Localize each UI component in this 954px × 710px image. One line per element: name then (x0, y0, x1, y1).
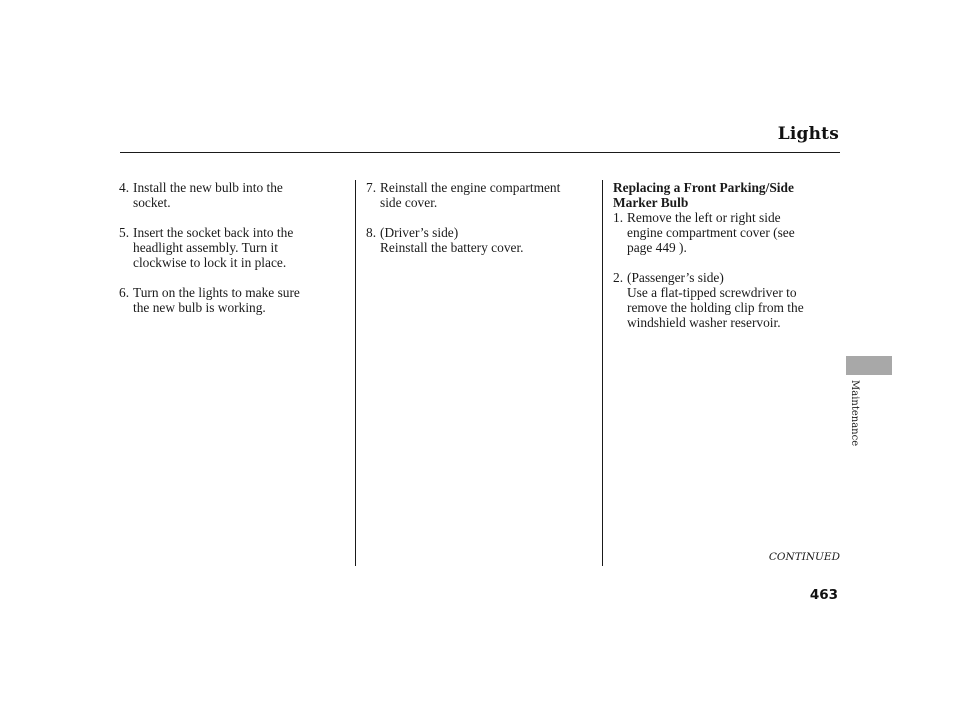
step-text: Insert the socket back into the headlight assembly. Turn it clockwise to lock it in place. (133, 225, 294, 270)
step-number: 2. (613, 270, 624, 285)
step-number: 6. (119, 285, 130, 300)
step-6 (119, 285, 344, 315)
step-8 (366, 225, 594, 255)
middle-column (366, 180, 594, 270)
step-number: 1. (613, 210, 624, 225)
step-number: 5. (119, 225, 130, 240)
section-subheading: Replacing a Front Parking/Side Marker Bulb (613, 180, 794, 210)
page-number: 463 (809, 587, 838, 603)
continued-label: CONTINUED (768, 551, 840, 563)
step-4 (119, 180, 344, 210)
step-number: 4. (119, 180, 130, 195)
step-text: (Driver’s side) Reinstall the battery cover. (380, 225, 524, 255)
right-column (613, 180, 835, 345)
page-title: Lights (777, 124, 839, 144)
step-1 (613, 210, 835, 255)
step-text: Remove the left or right side engine compartment cover (see page 449 ). (627, 210, 795, 255)
step-5 (119, 225, 344, 270)
header-rule (120, 152, 840, 153)
step-text: (Passenger’s side) Use a flat-tipped screwdriver to remove the holding clip from the windshield washer reservoir. (627, 270, 804, 330)
section-label: Maintenance (849, 380, 860, 447)
column-divider (602, 180, 603, 566)
left-column (119, 180, 344, 330)
column-divider (355, 180, 356, 566)
step-number: 7. (366, 180, 377, 195)
section-tab (846, 356, 892, 375)
step-text: Reinstall the engine compartment side cover. (380, 180, 561, 210)
step-text: Turn on the lights to make sure the new bulb is working. (133, 285, 300, 315)
step-number: 8. (366, 225, 377, 240)
step-2 (613, 270, 835, 330)
step-7 (366, 180, 594, 210)
step-text: Install the new bulb into the socket. (133, 180, 283, 210)
